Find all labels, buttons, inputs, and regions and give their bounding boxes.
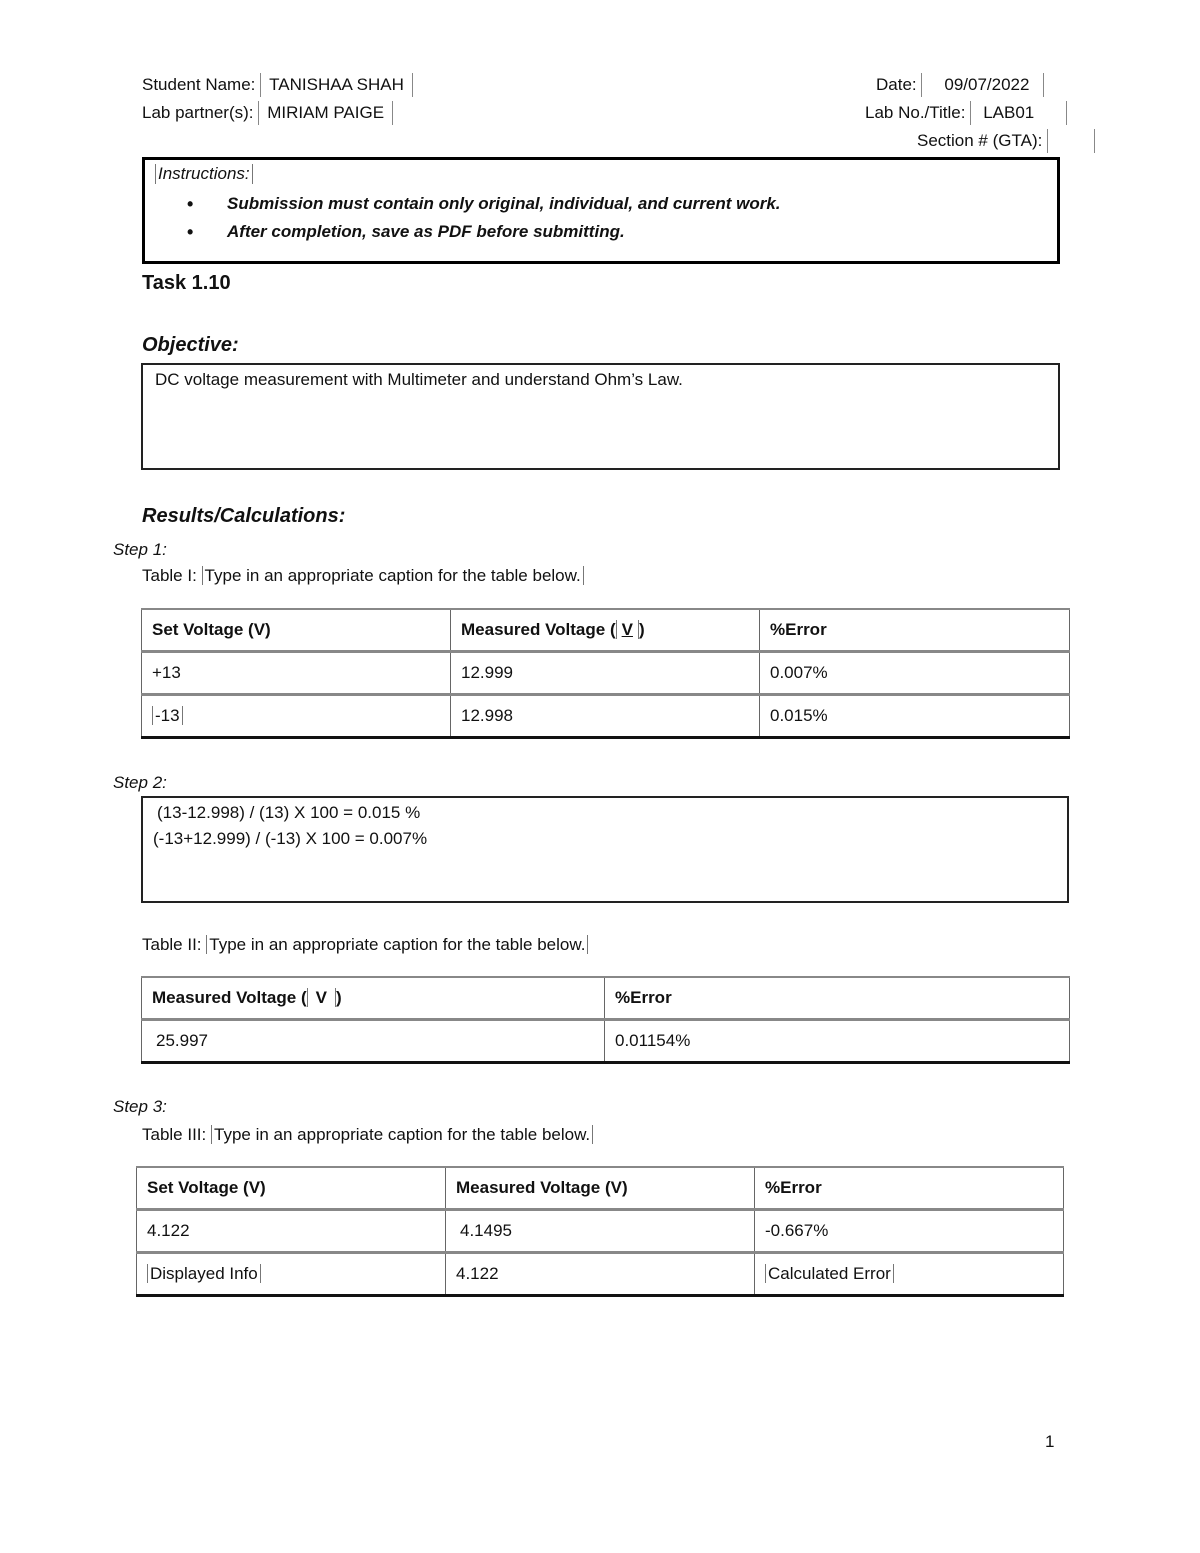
table-row — [142, 1020, 1070, 1063]
lab-title-row — [865, 101, 1067, 125]
table-cell[interactable]: 25.997 — [142, 1020, 605, 1063]
calc-line: (13-12.998) / (13) X 100 = 0.015 % — [157, 803, 421, 822]
table-cell[interactable] — [142, 695, 451, 738]
section-row — [917, 129, 1095, 153]
header-text: Measured Voltage ( — [152, 988, 307, 1007]
page-number: 1 — [1045, 1432, 1055, 1451]
step3-label: Step 3: — [113, 1097, 167, 1116]
table1 — [141, 608, 1070, 739]
student-name-row — [142, 73, 413, 97]
lab-title-label: Lab No./Title: — [865, 103, 966, 122]
table-row — [137, 1210, 1064, 1253]
table2 — [141, 976, 1070, 1064]
table-header-cell — [142, 977, 605, 1020]
table1-caption-label: Table I: — [142, 566, 197, 585]
instructions-box — [142, 157, 1060, 264]
table-header-cell: %Error — [755, 1167, 1064, 1210]
table-header-cell: %Error — [605, 977, 1070, 1020]
table-cell[interactable] — [755, 1253, 1064, 1296]
instruction-item: • Submission must contain only original, individual, and current work. — [185, 190, 781, 218]
calculation-box[interactable] — [141, 796, 1069, 903]
objective-text: DC voltage measurement with Multimeter and understand Ohm’s Law. — [155, 370, 683, 389]
table-cell[interactable]: 0.015% — [760, 695, 1070, 738]
table-cell[interactable] — [137, 1253, 446, 1296]
table2-caption — [142, 935, 588, 955]
unit-field[interactable]: V — [307, 988, 336, 1007]
table-header-cell: Set Voltage (V) — [142, 609, 451, 652]
header-text: ) — [638, 620, 645, 639]
table3-caption — [142, 1125, 593, 1145]
table1-caption — [142, 566, 584, 586]
header-text: ) — [335, 988, 342, 1007]
table2-caption-text[interactable]: Type in an appropriate caption for the table below. — [206, 935, 588, 954]
table1-caption-text[interactable]: Type in an appropriate caption for the table below. — [202, 566, 584, 585]
lab-partner-label: Lab partner(s): — [142, 103, 254, 122]
student-name-label: Student Name: — [142, 75, 256, 94]
calc-line: (-13+12.999) / (-13) X 100 = 0.007% — [153, 829, 428, 848]
cell-field[interactable]: Calculated Error — [765, 1264, 894, 1283]
table-header-cell: Measured Voltage (V) — [446, 1167, 755, 1210]
task-title: Task 1.10 — [142, 272, 231, 294]
table-cell[interactable]: 4.122 — [137, 1210, 446, 1253]
table-row — [137, 1253, 1064, 1296]
table-cell[interactable]: +13 — [142, 652, 451, 695]
instructions-list — [185, 190, 781, 246]
header-text: Measured Voltage ( — [461, 620, 616, 639]
date-label: Date: — [876, 75, 917, 94]
table-header-cell: %Error — [760, 609, 1070, 652]
table-cell[interactable]: 12.999 — [451, 652, 760, 695]
table-header-row — [142, 977, 1070, 1020]
cell-field[interactable]: -13 — [152, 706, 183, 725]
table3-caption-text[interactable]: Type in an appropriate caption for the table below. — [211, 1125, 593, 1144]
table-header-row — [142, 609, 1070, 652]
table-row — [142, 695, 1070, 738]
results-heading: Results/Calculations: — [142, 505, 346, 527]
table-cell[interactable]: -0.667% — [755, 1210, 1064, 1253]
table-cell[interactable]: 0.01154% — [605, 1020, 1070, 1063]
cell-field[interactable]: Displayed Info — [147, 1264, 261, 1283]
table3-caption-label: Table III: — [142, 1125, 207, 1144]
table-row — [142, 652, 1070, 695]
date-field[interactable]: 09/07/2022 — [921, 73, 1044, 97]
table2-caption-label: Table II: — [142, 935, 202, 954]
table-cell[interactable]: 4.1495 — [446, 1210, 755, 1253]
instructions-title: Instructions: — [155, 164, 253, 184]
student-name-field[interactable]: TANISHAA SHAH — [260, 73, 413, 97]
step1-label: Step 1: — [113, 540, 167, 559]
unit-field[interactable]: V — [616, 620, 639, 639]
table-cell[interactable]: 12.998 — [451, 695, 760, 738]
table-header-cell — [451, 609, 760, 652]
date-row — [876, 73, 1044, 97]
table-header-cell: Set Voltage (V) — [137, 1167, 446, 1210]
lab-title-field[interactable]: LAB01 — [970, 101, 1067, 125]
lab-partner-row — [142, 101, 393, 125]
lab-partner-field[interactable]: MIRIAM PAIGE — [258, 101, 393, 125]
section-field[interactable] — [1047, 129, 1095, 153]
table3 — [136, 1166, 1064, 1297]
objective-heading: Objective: — [142, 334, 239, 356]
objective-box[interactable] — [141, 363, 1060, 470]
instruction-item: • After completion, save as PDF before submitting. — [185, 218, 781, 246]
table-cell[interactable]: 0.007% — [760, 652, 1070, 695]
section-label: Section # (GTA): — [917, 131, 1043, 150]
table-header-row — [137, 1167, 1064, 1210]
step2-label: Step 2: — [113, 773, 167, 792]
table-cell[interactable]: 4.122 — [446, 1253, 755, 1296]
